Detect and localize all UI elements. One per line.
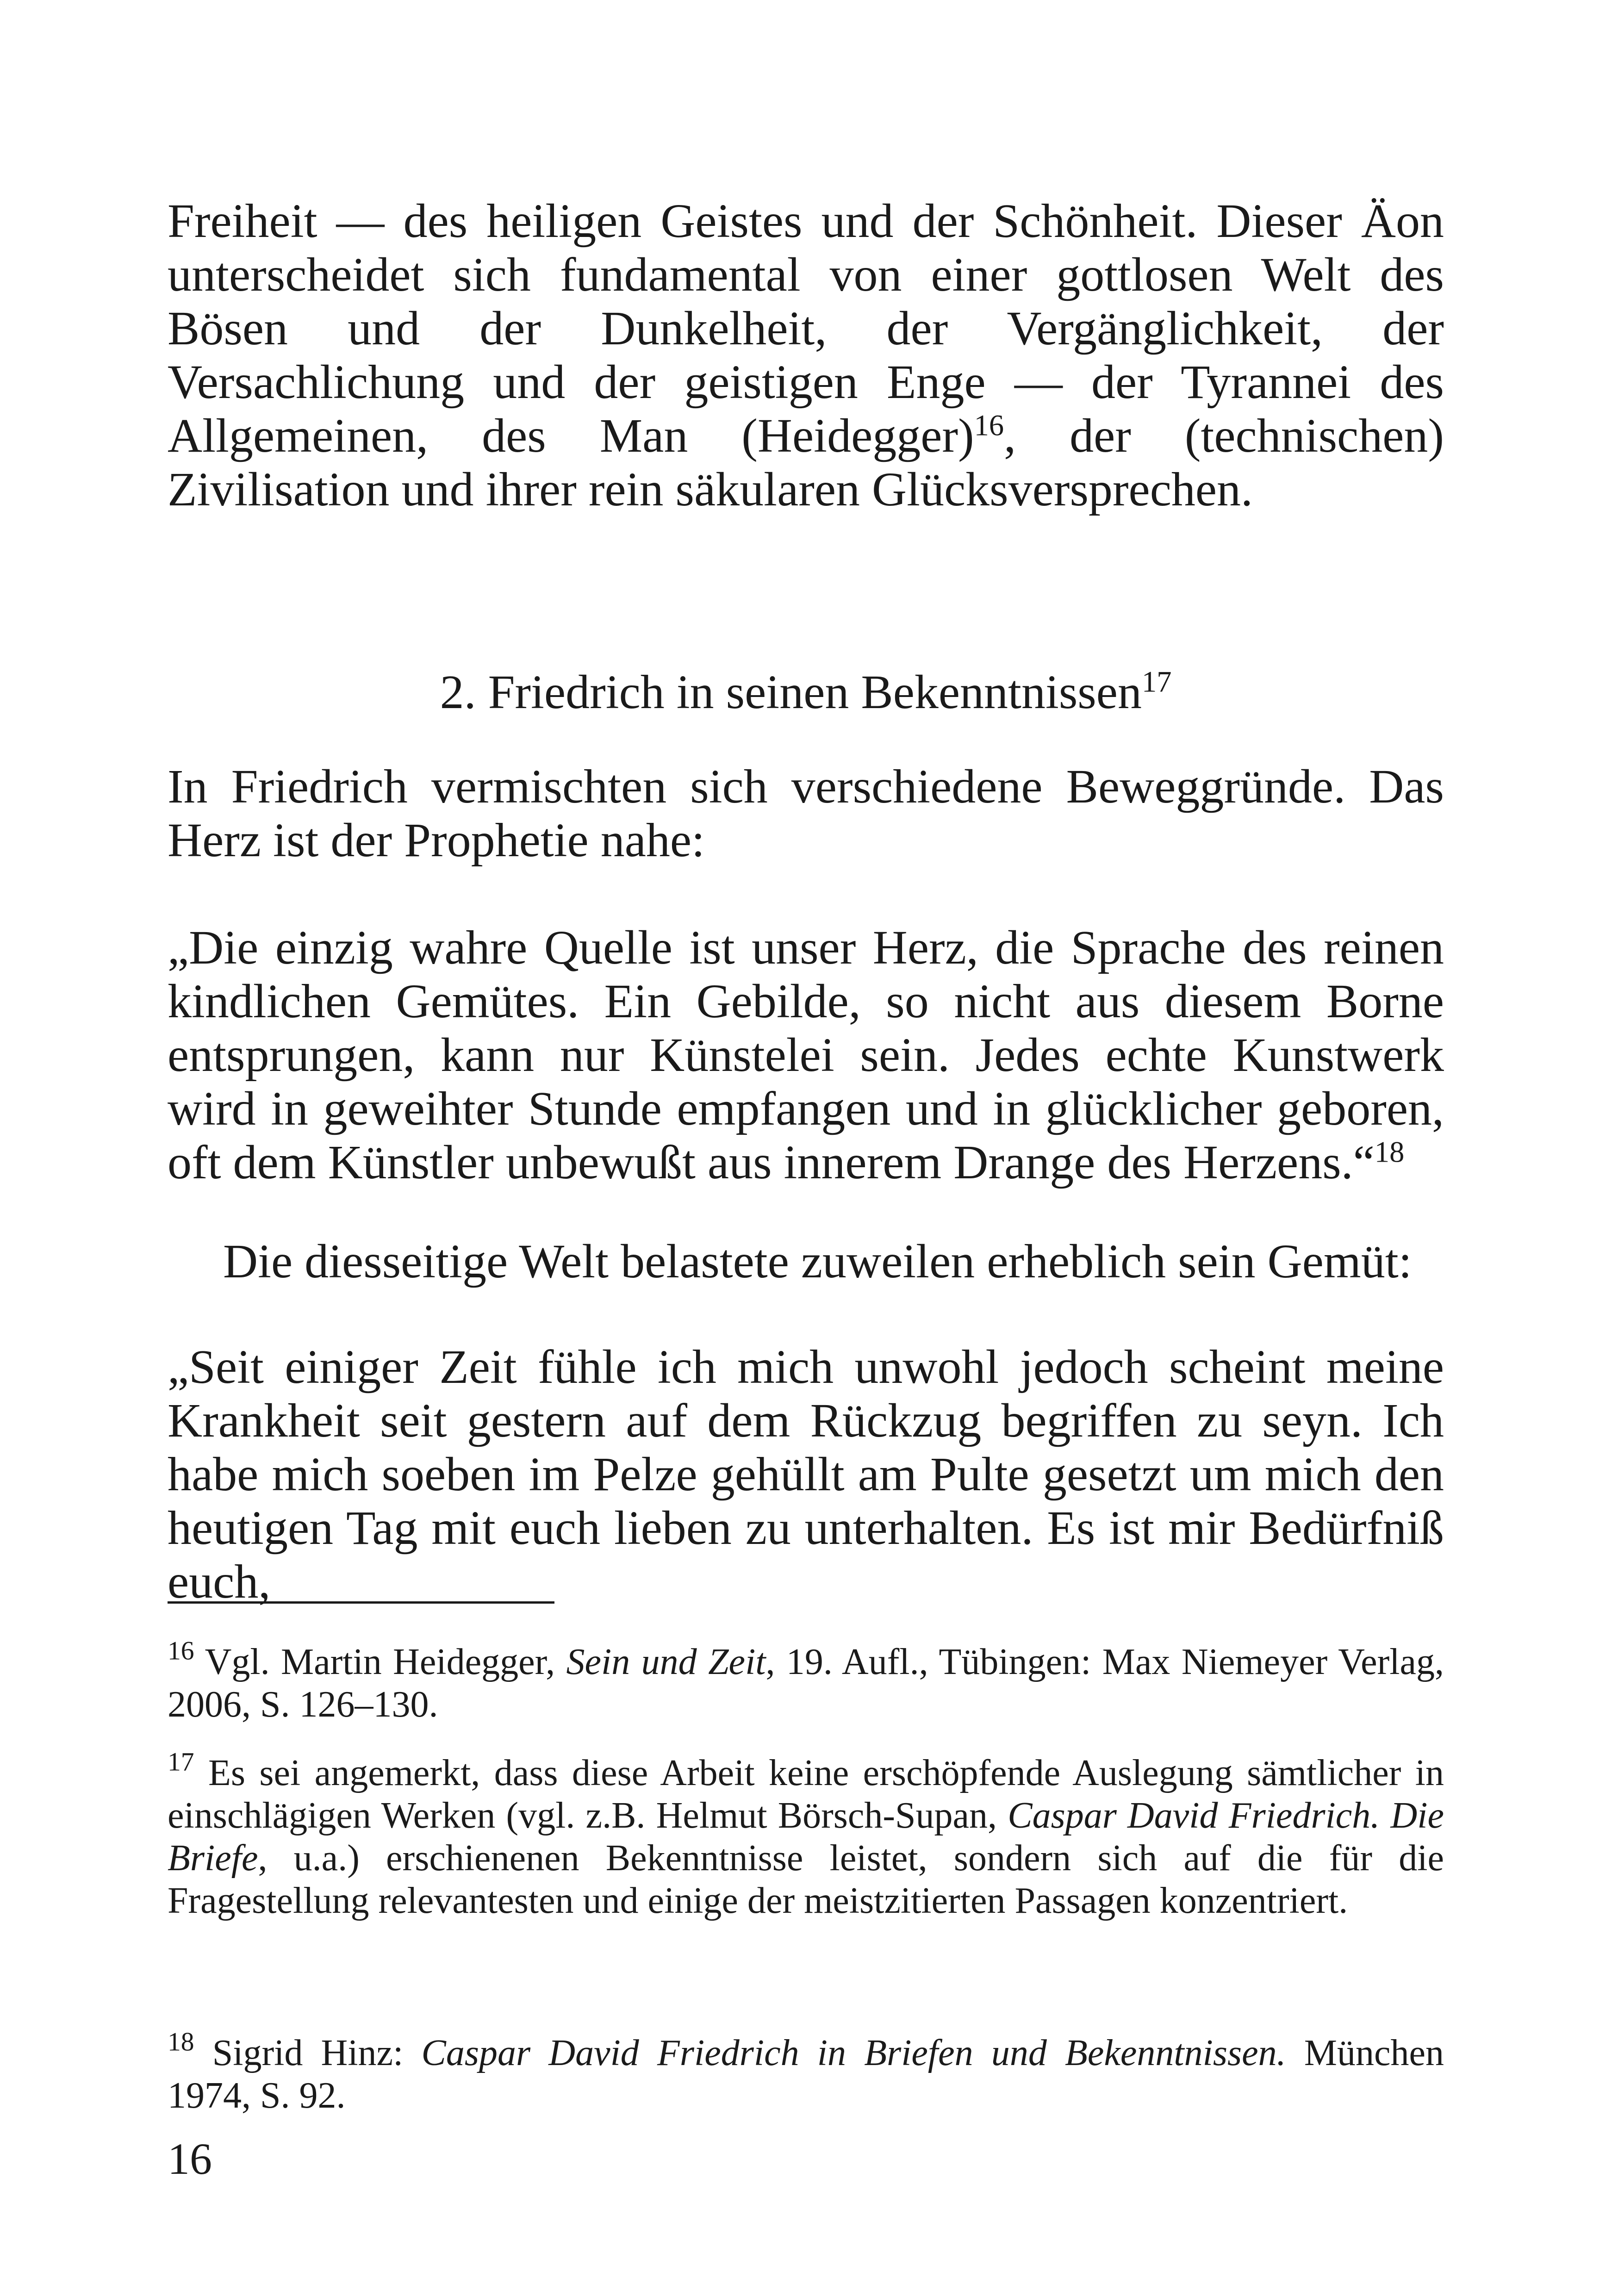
page-number: 16 bbox=[168, 2134, 212, 2184]
body-paragraph bbox=[168, 194, 1444, 516]
block-quote bbox=[168, 921, 1444, 1189]
body-paragraph bbox=[168, 1235, 1444, 1288]
footnote-separator bbox=[168, 1601, 554, 1604]
paragraph-text-continued: , der (technischen) Zivilisation und ihrer rein säkularen Glücksversprechen. bbox=[168, 409, 1444, 516]
footnote-text: Sigrid Hinz: bbox=[212, 2033, 422, 2073]
footnote-17 bbox=[168, 1747, 1444, 1922]
footnote-title-italic: Caspar David Friedrich. Die Briefe bbox=[168, 1795, 1444, 1879]
footnote-text-continued: , 19. Aufl., Tübingen: Max Niemeyer Verlag, 2006, S. 126–130. bbox=[168, 1642, 1444, 1725]
footnote-text-continued: , u.a.) erschienenen Bekenntnisse leistet, sondern sich auf die für die Fragestellung relevantesten und einige der meistzitierten Passagen konzentriert. bbox=[168, 1838, 1444, 1921]
footnote-number: 17 bbox=[168, 1747, 194, 1777]
section-heading bbox=[168, 666, 1444, 719]
footnote-text: Vgl. Martin Heidegger, bbox=[205, 1642, 566, 1682]
block-quote bbox=[168, 1340, 1444, 1609]
quote-text: „Die einzig wahre Quelle ist unser Herz, die Sprache des reinen kindlichen Gemütes. Ein Gebilde, so nicht aus diesem Borne entsprungen, kann nur Künstelei sein. Jedes echte Kunstwerk wird in geweihter Stunde empfangen und in glücklicher geboren, oft dem Künstler unbewußt aus innerem Drange des Herzens.“ bbox=[168, 921, 1444, 1189]
footnote-title-italic: Caspar David Friedrich in Briefen und Bekenntnissen. bbox=[421, 2033, 1286, 2073]
heading-text: 2. Friedrich in seinen Bekenntnissen bbox=[440, 666, 1142, 719]
footnote-text: Es sei angemerkt, dass diese Arbeit keine erschöpfende Auslegung sämtlicher in einschlägigen Werken (vgl. z.B. Helmut Börsch-Supan, bbox=[168, 1753, 1444, 1836]
footnote-title-italic: Sein und Zeit bbox=[566, 1642, 766, 1682]
footnote-reference: 18 bbox=[1374, 1135, 1405, 1169]
footnote-reference: 16 bbox=[974, 409, 1004, 442]
footnote-18 bbox=[168, 2027, 1444, 2117]
footnote-16 bbox=[168, 1636, 1444, 1726]
paragraph-text: Freiheit — des heiligen Geistes und der Schönheit. Dieser Äon unterscheidet sich fundamental von einer gottlosen Welt des Bösen und der Dunkelheit, der Vergänglichkeit, der Versachlichung und der geistigen Enge — der Tyrannei des Allgemeinen, des Man (Heidegger) bbox=[168, 194, 1444, 462]
body-paragraph bbox=[168, 760, 1444, 867]
paragraph-text: In Friedrich vermischten sich verschiedene Beweggründe. Das Herz ist der Prophetie nahe: bbox=[168, 760, 1444, 867]
footnote-text-continued: München 1974, S. 92. bbox=[168, 2033, 1444, 2116]
footnote-number: 16 bbox=[168, 1636, 194, 1666]
footnote-reference: 17 bbox=[1141, 665, 1172, 698]
quote-text: „Seit einiger Zeit fühle ich mich unwohl jedoch scheint meine Krankheit seit gestern auf dem Rückzug begriffen zu seyn. Ich habe mich soeben im Pelze gehüllt am Pulte gesetzt um mich den heutigen Tag mit euch lieben zu unterhalten. Es ist mir Bedürfniß euch, bbox=[168, 1340, 1444, 1608]
footnote-number: 18 bbox=[168, 2027, 194, 2057]
paragraph-text: Die diesseitige Welt belastete zuweilen erheblich sein Gemüt: bbox=[223, 1235, 1412, 1288]
